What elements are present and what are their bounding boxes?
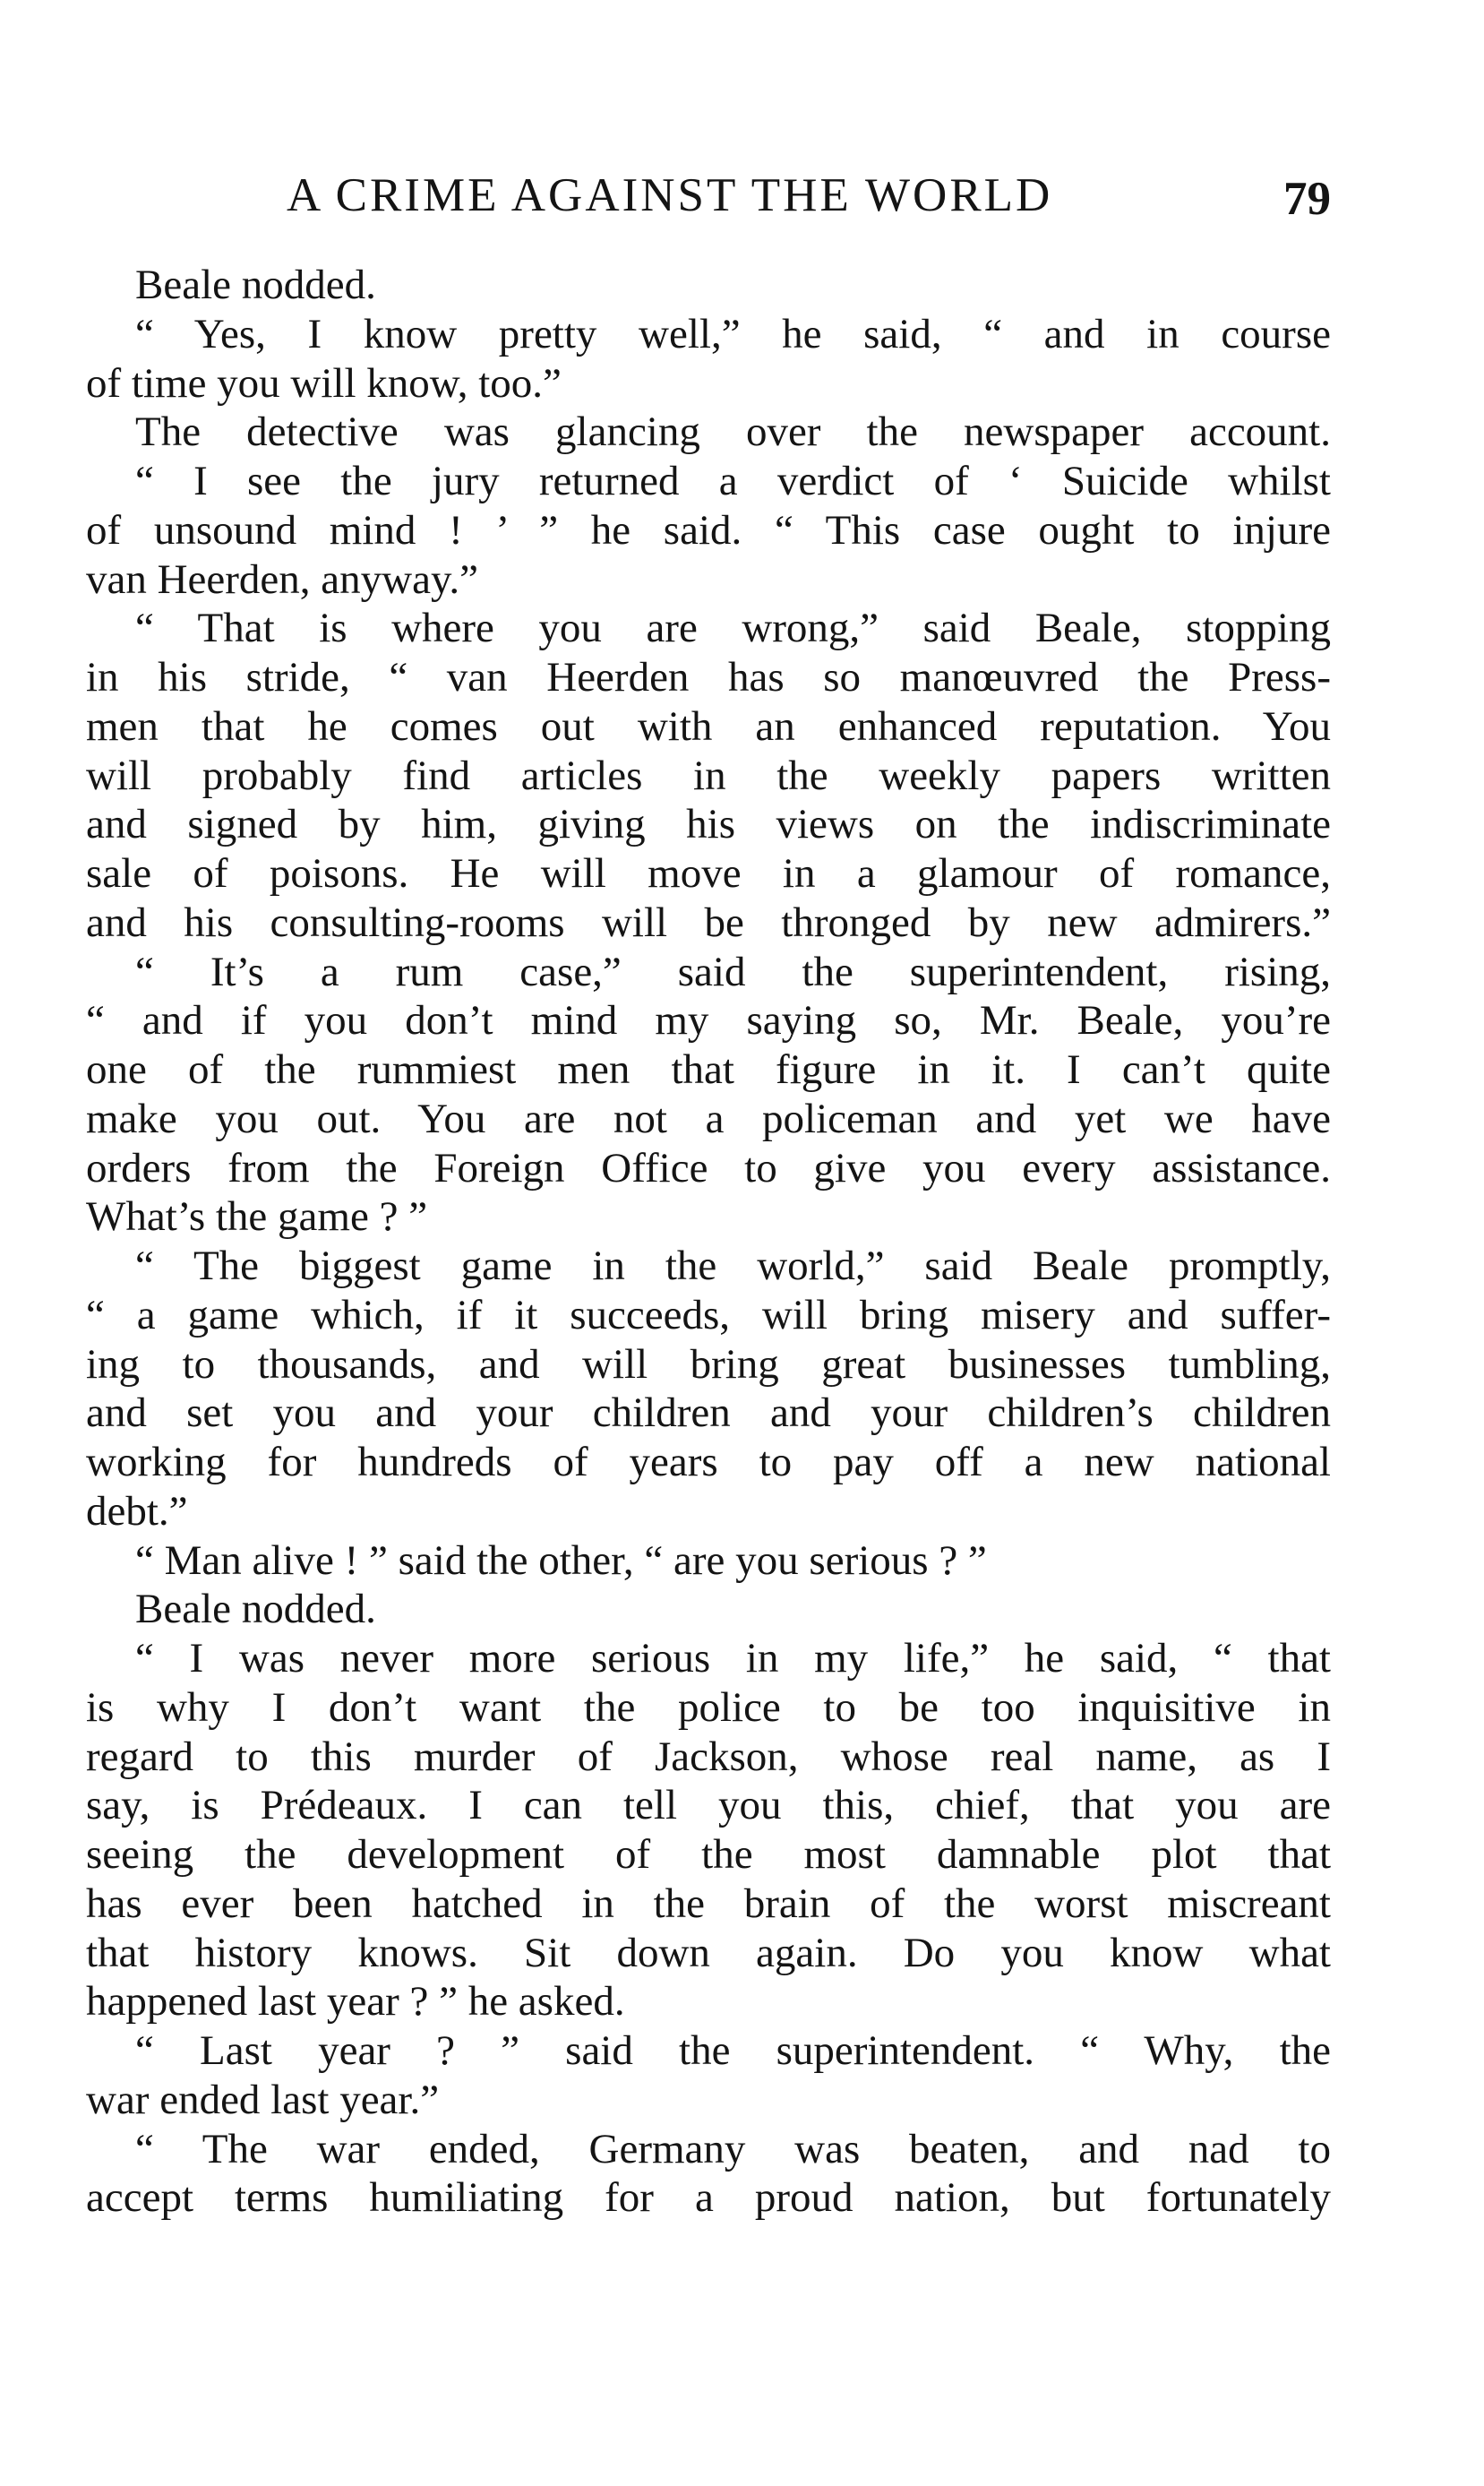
text-line: in his stride, “ van Heerden has so manœuvred the Press- — [86, 654, 1331, 701]
text-line: “ Last year ? ” said the superintendent. “ Why, the — [135, 2027, 1331, 2074]
text-line: Beale nodded. — [135, 262, 376, 308]
text-line: “ The biggest game in the world,” said Beale promptly, — [135, 1243, 1331, 1289]
text-line: “ I was never more serious in my life,” he said, “ that — [135, 1635, 1331, 1682]
text-line: sale of poisons. He will move in a glamour of romance, — [86, 850, 1331, 897]
text-line: one of the rummiest men that figure in it. I can’t quite — [86, 1046, 1331, 1093]
text-line: war ended last year.” — [86, 2076, 440, 2123]
text-line: and signed by him, giving his views on the indiscriminate — [86, 801, 1331, 848]
text-line: seeing the development of the most damnable plot that — [86, 1831, 1331, 1878]
running-title: A CRIME AGAINST THE WORLD — [287, 169, 1053, 221]
text-line: What’s the game ? ” — [86, 1193, 428, 1241]
text-line: of unsound mind ! ’ ” he said. “ This case ought to injure — [86, 506, 1331, 554]
page-header — [86, 164, 1331, 227]
text-line: of time you will know, too.” — [86, 359, 562, 407]
text-line: “ Man alive ! ” said the other, “ are you serious ? ” — [135, 1536, 987, 1584]
body-text — [86, 261, 1331, 2223]
text-line: Beale nodded. — [135, 1586, 376, 1633]
text-line: “ That is where you are wrong,” said Beale, stopping — [135, 605, 1331, 652]
text-line: The detective was glancing over the newspaper account. — [135, 409, 1331, 456]
page-number: 79 — [1283, 173, 1331, 225]
text-line: make you out. You are not a policeman and yet we have — [86, 1095, 1331, 1142]
text-line: “ and if you don’t mind my saying so, Mr. Beale, you’re — [86, 997, 1331, 1045]
text-line: “ It’s a rum case,” said the superintendent, rising, — [135, 948, 1331, 995]
text-line: and set you and your children and your children’s children — [86, 1389, 1331, 1437]
text-line: has ever been hatched in the brain of the worst miscreant — [86, 1880, 1331, 1927]
text-line: ing to thousands, and will bring great businesses tumbling, — [86, 1340, 1331, 1388]
text-line: accept terms humiliating for a proud nation, but fortunately — [86, 2174, 1331, 2222]
text-line: “ Yes, I know pretty well,” he said, “ and in course — [135, 310, 1331, 357]
text-line: men that he comes out with an enhanced reputation. You — [86, 702, 1331, 750]
text-line: regard to this murder of Jackson, whose real name, as I — [86, 1733, 1331, 1780]
text-line: will probably find articles in the weekly papers written — [86, 752, 1331, 799]
text-line: say, is Prédeaux. I can tell you this, chief, that you are — [86, 1782, 1331, 1829]
text-line: and his consulting-rooms will be thronged by new admirers.” — [86, 899, 1331, 946]
text-line: “ a game which, if it succeeds, will bring misery and suffer- — [86, 1291, 1331, 1338]
text-line: “ I see the jury returned a verdict of ‘ Suicide whilst — [135, 458, 1331, 504]
text-line: happened last year ? ” he asked. — [86, 1978, 625, 2026]
text-line: debt.” — [86, 1487, 188, 1535]
text-line: orders from the Foreign Office to give you every assistance. — [86, 1144, 1331, 1191]
text-line: is why I don’t want the police to be too inquisitive in — [86, 1683, 1331, 1731]
text-line: that history knows. Sit down again. Do you know what — [86, 1929, 1331, 1976]
text-line: “ The war ended, Germany was beaten, and nad to — [135, 2125, 1331, 2172]
text-line: working for hundreds of years to pay off a new national — [86, 1439, 1331, 1485]
text-line: van Heerden, anyway.” — [86, 555, 479, 603]
